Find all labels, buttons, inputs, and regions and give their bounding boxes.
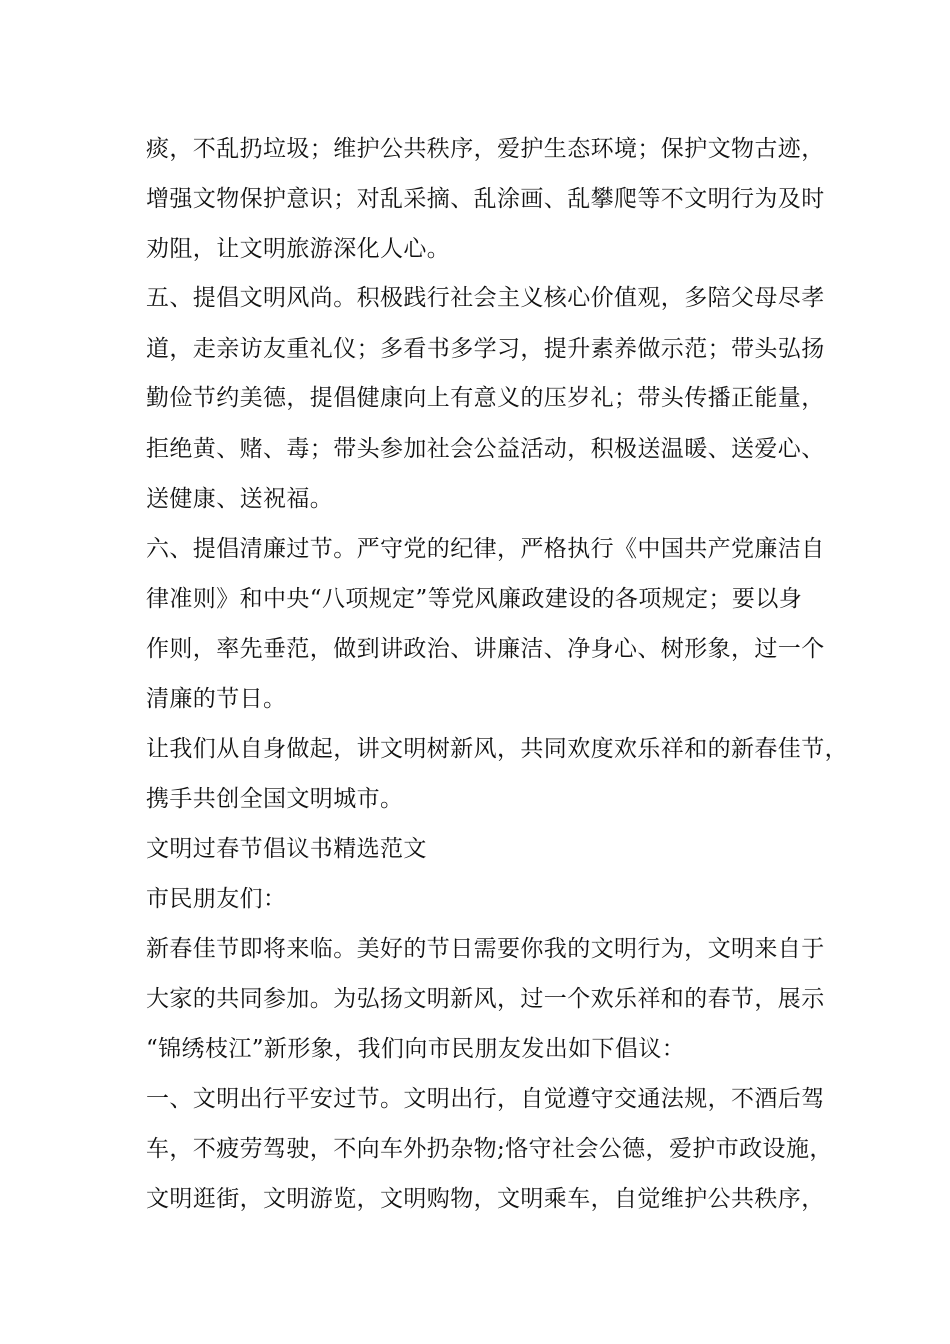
text-line: 大家的共同参加。为弘扬文明新风，过一个欢乐祥和的春节，展示 (146, 986, 825, 1012)
text-line: 六、提倡清廉过节。严守党的纪律，严格执行《中国共产党廉洁自 (146, 536, 825, 562)
text-line: 文明逛街，文明游览，文明购物，文明乘车，自觉维护公共秩序， (146, 1186, 825, 1212)
text-line: 拒绝黄、赌、毒；带头参加社会公益活动，积极送温暖、送爱心、 (146, 436, 825, 462)
text-line: 劝阻，让文明旅游深化人心。 (146, 236, 451, 262)
text-line: “锦绣枝江”新形象，我们向市民朋友发出如下倡议： (146, 1036, 686, 1062)
text-line: 送健康、送祝福。 (146, 486, 334, 512)
text-line: 道，走亲访友重礼仪；多看书多学习，提升素养做示范；带头弘扬 (146, 336, 825, 362)
text-line: 勤俭节约美德，提倡健康向上有意义的压岁礼；带头传播正能量， (146, 385, 825, 411)
text-line: 痰，不乱扔垃圾；维护公共秩序，爱护生态环境；保护文物古迹， (146, 136, 825, 162)
section-title: 文明过春节倡议书精选范文 (146, 836, 427, 862)
text-line: 车，不疲劳驾驶，不向车外扔杂物;恪守社会公德，爱护市政设施， (146, 1136, 833, 1162)
salutation: 市民朋友们： (146, 886, 287, 912)
text-line: 携手共创全国文明城市。 (146, 786, 404, 812)
text-line: 律准则》和中央“八项规定”等党风廉政建设的各项规定；要以身 (146, 586, 803, 612)
text-line: 清廉的节日。 (146, 686, 287, 712)
text-line: 五、提倡文明风尚。积极践行社会主义核心价值观，多陪父母尽孝 (146, 285, 825, 311)
text-line: 增强文物保护意识；对乱采摘、乱涂画、乱攀爬等不文明行为及时 (146, 186, 825, 212)
text-line: 让我们从自身做起，讲文明树新风，共同欢度欢乐祥和的新春佳节， (146, 736, 848, 762)
text-line: 一、文明出行平安过节。文明出行，自觉遵守交通法规，不酒后驾 (146, 1086, 825, 1112)
text-line: 作则，率先垂范，做到讲政治、讲廉洁、净身心、树形象，过一个 (146, 636, 825, 662)
text-line: 新春佳节即将来临。美好的节日需要你我的文明行为，文明来自于 (146, 936, 825, 962)
